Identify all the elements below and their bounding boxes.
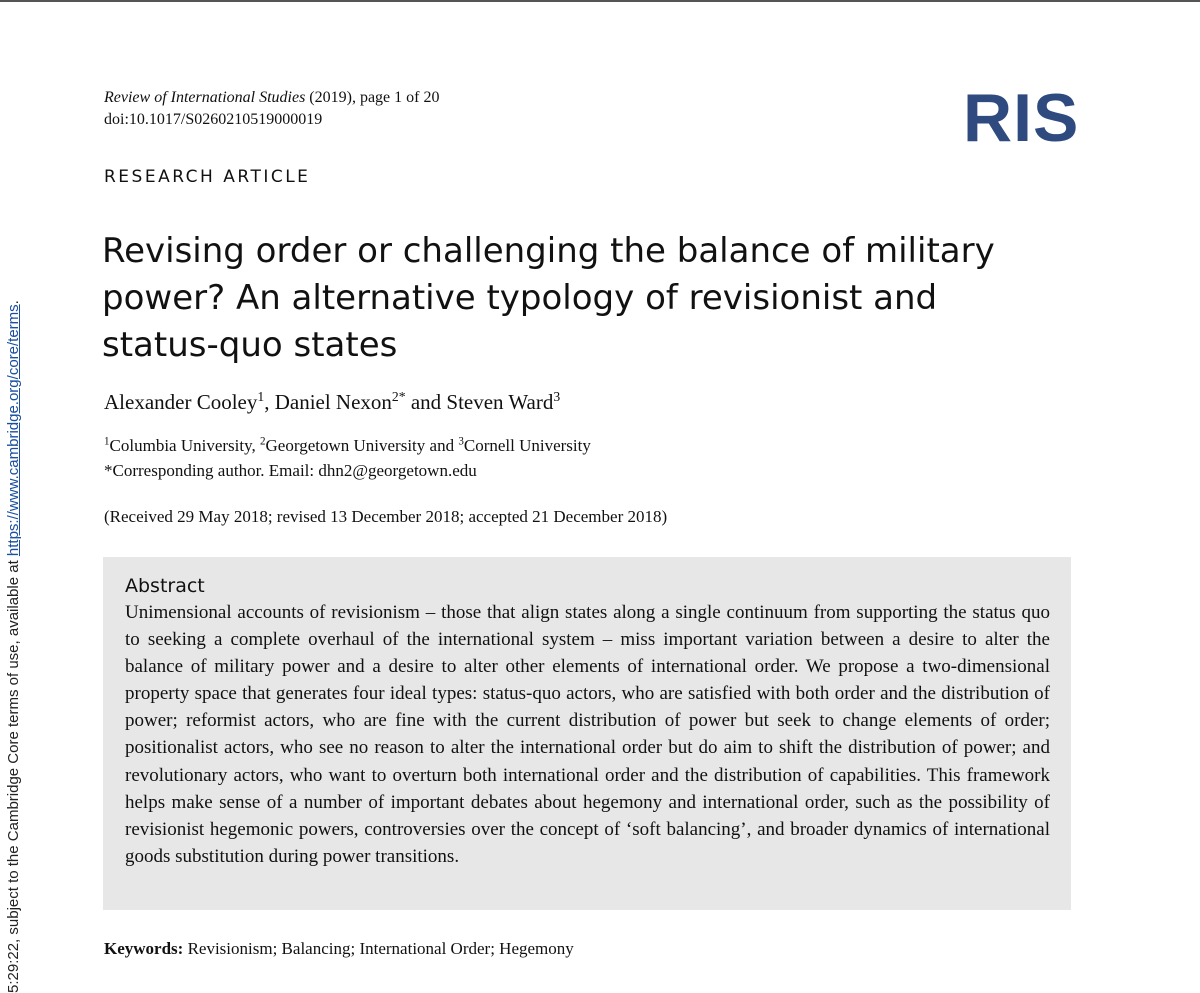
keywords-label: Keywords: (104, 939, 184, 958)
abstract-body: Unimensional accounts of revisionism – those that align states along a single continuum from supporting the status quo to seeking a complete overhaul of the international system – miss important variation between a desire to alter the balance of military power and a desire to alter other elements of international order. We propose a two-dimensional property space that generates four ideal types: status-quo actors, who are satisfied with both order and the distribution of power; reformist actors, who are fine with the current distribution of power but seek to change elements of order; positionalist actors, who see no reason to alter the international order but do aim to shift the distribution of power; and revolutionary actors, who want to overturn both international order and the distribution of capabilities. This framework helps make sense of a number of important debates about hegemony and international order, such as the possibility of revisionist hegemonic powers, controversies over the concept of ‘soft balancing’, and broader dynamics of international goods substitution during power transitions. (125, 602, 1050, 867)
article-type: RESEARCH ARTICLE (104, 167, 311, 187)
affiliation-mark: 2 (260, 435, 266, 448)
abstract-heading: Abstract (125, 575, 205, 597)
journal-logo: RIS (963, 80, 1080, 156)
side-terms-note (0, 0, 26, 993)
keywords (104, 937, 574, 960)
side-terms-prefix: 5:29:22, subject to the Cambridge Core terms of use, available at (5, 556, 22, 993)
corresponding-author: *Corresponding author. Email: dhn2@georgetown.edu (104, 461, 477, 480)
keywords-list: Revisionism; Balancing; International Order; Hegemony (183, 939, 574, 958)
affiliation-name: Cornell University (463, 436, 591, 455)
affiliation-mark: 3 (458, 435, 464, 448)
journal-citation (104, 88, 439, 108)
authors (104, 388, 560, 416)
author-affiliation-mark: 2* (391, 389, 406, 404)
affiliation-name: Georgetown University and (265, 436, 459, 455)
author-name: Alexander Cooley (104, 390, 258, 414)
author-affiliation-mark: 1 (257, 389, 265, 404)
author-name: Daniel Nexon (274, 390, 392, 414)
affiliations (104, 434, 591, 457)
author-separator: and (405, 390, 447, 414)
doi: doi:10.1017/S0260210519000019 (104, 111, 323, 128)
side-terms-suffix: . (5, 300, 22, 305)
received-dates: (Received 29 May 2018; revised 13 December 2018; accepted 21 December 2018) (104, 507, 668, 526)
affiliation-mark: 1 (104, 435, 110, 448)
affiliation-name: Columbia University, (109, 436, 260, 455)
terms-link[interactable]: https://www.cambridge.org/core/terms (5, 304, 22, 557)
journal-name: Review of International Studies (104, 89, 306, 106)
author-name: Steven Ward (446, 390, 554, 414)
abstract-box (103, 557, 1071, 910)
article-title: Revising order or challenging the balance of military power? An alternative typology of revisionist and status-quo states (102, 231, 995, 365)
author-affiliation-mark: 3 (553, 389, 561, 404)
side-terms-text (5, 300, 22, 993)
author-separator: , (264, 390, 275, 414)
top-border (0, 0, 1200, 2)
journal-issue: (2019), page 1 of 20 (305, 89, 440, 106)
